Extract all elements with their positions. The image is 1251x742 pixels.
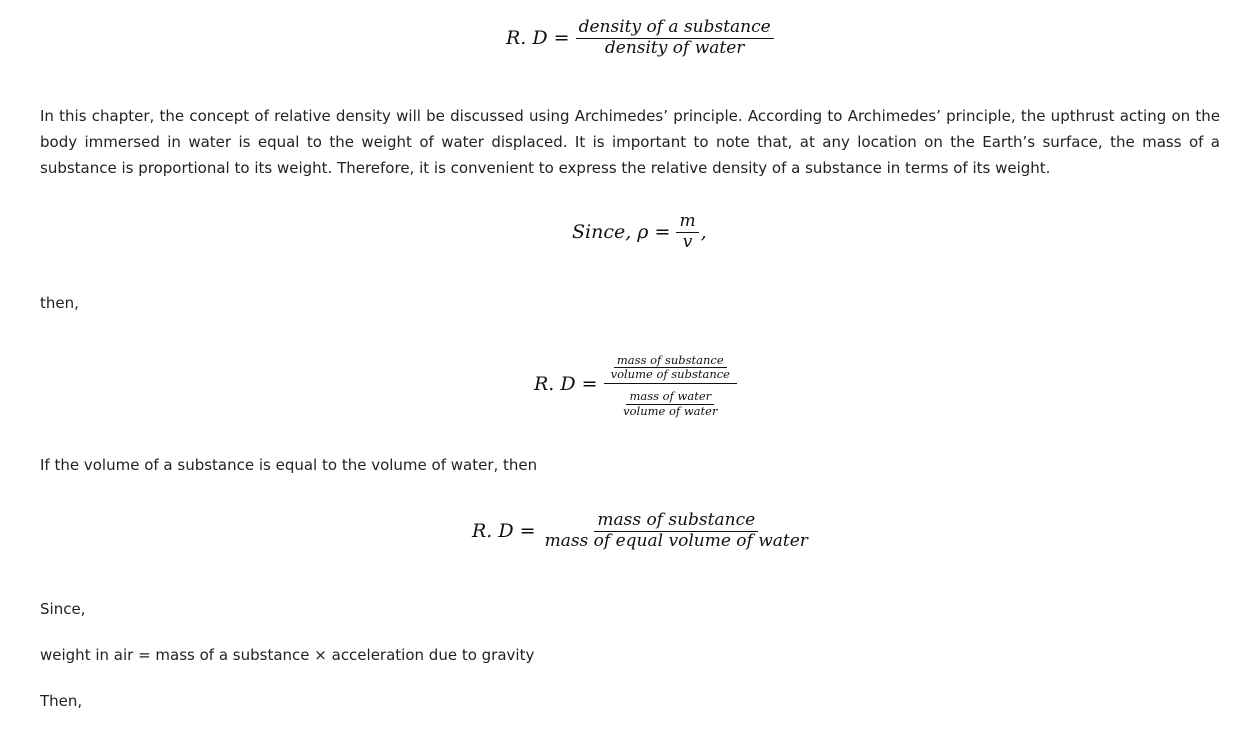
intro-paragraph: In this chapter, the concept of relative density will be discussed using Archimedes’ principle. According to Archimedes’ principle, the upthrust acting on the body immersed in water is equal to the weight of water displaced. It is important to note that, at any location on the Earth’s surface, the mass of a substance is proportional to its weight. Therefore, it is convenient to express the relative density of a substance in terms of its weight. <box>40 107 1220 177</box>
fraction <box>542 511 811 551</box>
fraction-denominator: density of water <box>604 37 745 58</box>
text-then-2: Then, <box>40 692 83 710</box>
fraction-numerator: density of a substance <box>576 18 774 39</box>
text-then: then, <box>40 294 79 312</box>
equation-lhs: R. D = <box>534 372 598 395</box>
fraction <box>576 18 774 58</box>
fraction-numerator: mass of substance <box>594 511 758 532</box>
equation-lhs: R. D = <box>472 520 536 543</box>
fraction-denominator: v <box>682 231 693 252</box>
compound-numerator <box>604 350 737 384</box>
text-weight-in-air: weight in air = mass of a substance × acceleration due to gravity <box>40 646 535 664</box>
fraction <box>676 212 698 252</box>
text-if-volume-equal: If the volume of a substance is equal to the volume of water, then <box>40 456 538 474</box>
equation-compound-fraction <box>534 350 737 418</box>
text-since: Since, <box>40 600 86 618</box>
compound-fraction <box>604 350 737 418</box>
compound-denominator <box>616 384 724 417</box>
inner-denominator: volume of substance <box>610 367 730 382</box>
inner-numerator: mass of water <box>626 390 714 404</box>
equation-mass-ratio <box>472 511 811 551</box>
inner-numerator: mass of substance <box>614 354 727 368</box>
inner-fraction-top <box>608 354 733 381</box>
equation-lhs: Since, ρ = <box>572 221 671 244</box>
fraction-numerator: m <box>676 212 698 233</box>
equation-lhs: R. D = <box>506 27 570 50</box>
inner-fraction-bottom <box>620 390 720 417</box>
equation-density-formula <box>572 212 707 252</box>
equation-trailing-comma: , <box>700 221 707 244</box>
fraction-denominator: mass of equal volume of water <box>544 530 808 551</box>
inner-denominator: volume of water <box>623 403 718 418</box>
equation-relative-density-definition <box>506 18 774 58</box>
